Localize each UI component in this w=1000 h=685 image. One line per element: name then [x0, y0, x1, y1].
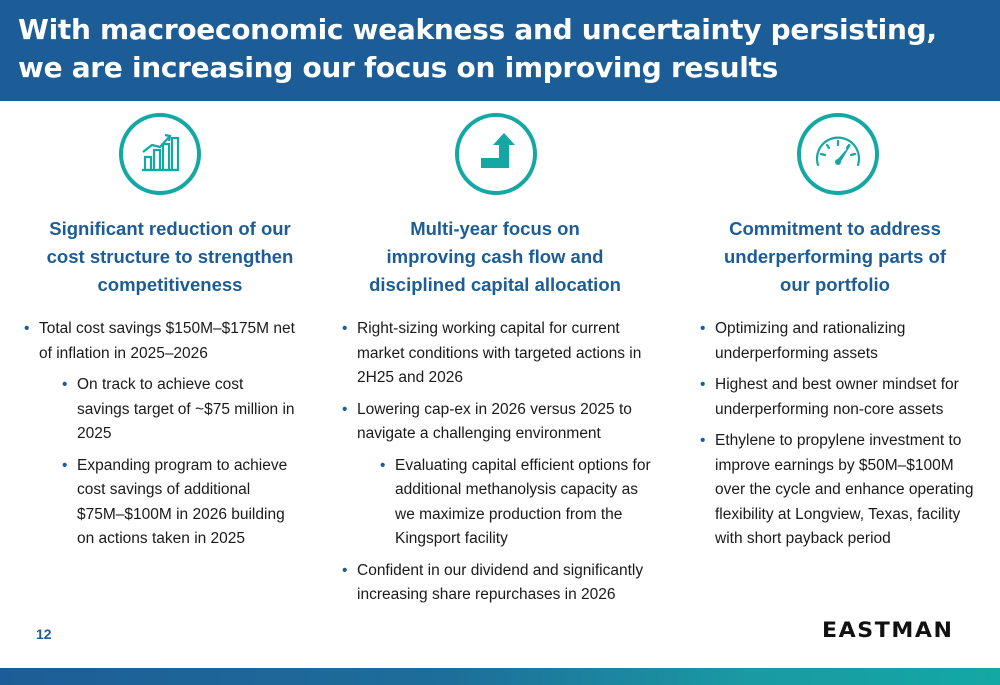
bullet-list	[342, 317, 660, 615]
slide-title: With macroeconomic weakness and uncertainty persisting, we are increasing our focus on improving results	[18, 13, 937, 84]
title-banner	[0, 0, 1000, 101]
bullet-item: • Ethylene to propylene investment to improve earnings by $50M–$100M over the cycle and enhance operating flexibility at Longview, Texas, facility with short payback period	[700, 429, 988, 552]
column-heading	[690, 215, 980, 299]
heading-line: cost structure to strengthen	[46, 246, 294, 267]
sub-bullet-item: • On track to achieve cost savings target of ~$75 million in 2025	[62, 373, 296, 447]
bullet-list	[700, 317, 988, 559]
column-heading	[350, 215, 640, 299]
heading-line: our portfolio	[780, 274, 890, 295]
bar-chart-growth-icon	[118, 112, 202, 196]
bullet-item: • Highest and best owner mindset for underperforming non-core assets	[700, 373, 988, 422]
heading-line: competitiveness	[97, 274, 243, 295]
page-number: 12	[36, 626, 52, 642]
bullet-item: • Lowering cap-ex in 2026 versus 2025 to navigate a challenging environment	[342, 398, 660, 447]
bullet-item: • Optimizing and rationalizing underperforming assets	[700, 317, 988, 366]
heading-line: Commitment to address	[729, 218, 941, 239]
column-heading	[20, 215, 320, 299]
bullet-list	[24, 317, 296, 559]
heading-line: Significant reduction of our	[49, 218, 291, 239]
turn-up-arrow-icon	[454, 112, 538, 196]
heading-line: disciplined capital allocation	[369, 274, 621, 295]
bullet-item: • Right-sizing working capital for current market conditions with targeted actions in 2H25 and 2026	[342, 317, 660, 391]
bullet-item: • Confident in our dividend and significantly increasing share repurchases in 2026	[342, 559, 660, 608]
sub-bullet-item: • Evaluating capital efficient options for additional methanolysis capacity as we maximize production from the Kingsport facility	[380, 454, 660, 552]
speedometer-icon	[796, 112, 880, 196]
heading-line: Multi-year focus on	[410, 218, 580, 239]
bullet-item: • Total cost savings $150M–$175M net of inflation in 2025–2026	[24, 317, 296, 366]
footer-gradient-bar	[0, 668, 1000, 685]
eastman-logo: EASTMAN	[822, 618, 954, 642]
heading-line: improving cash flow and	[386, 246, 604, 267]
sub-bullet-item: • Expanding program to achieve cost savings of additional $75M–$100M in 2026 building on actions taken in 2025	[62, 454, 296, 552]
heading-line: underperforming parts of	[723, 246, 946, 267]
